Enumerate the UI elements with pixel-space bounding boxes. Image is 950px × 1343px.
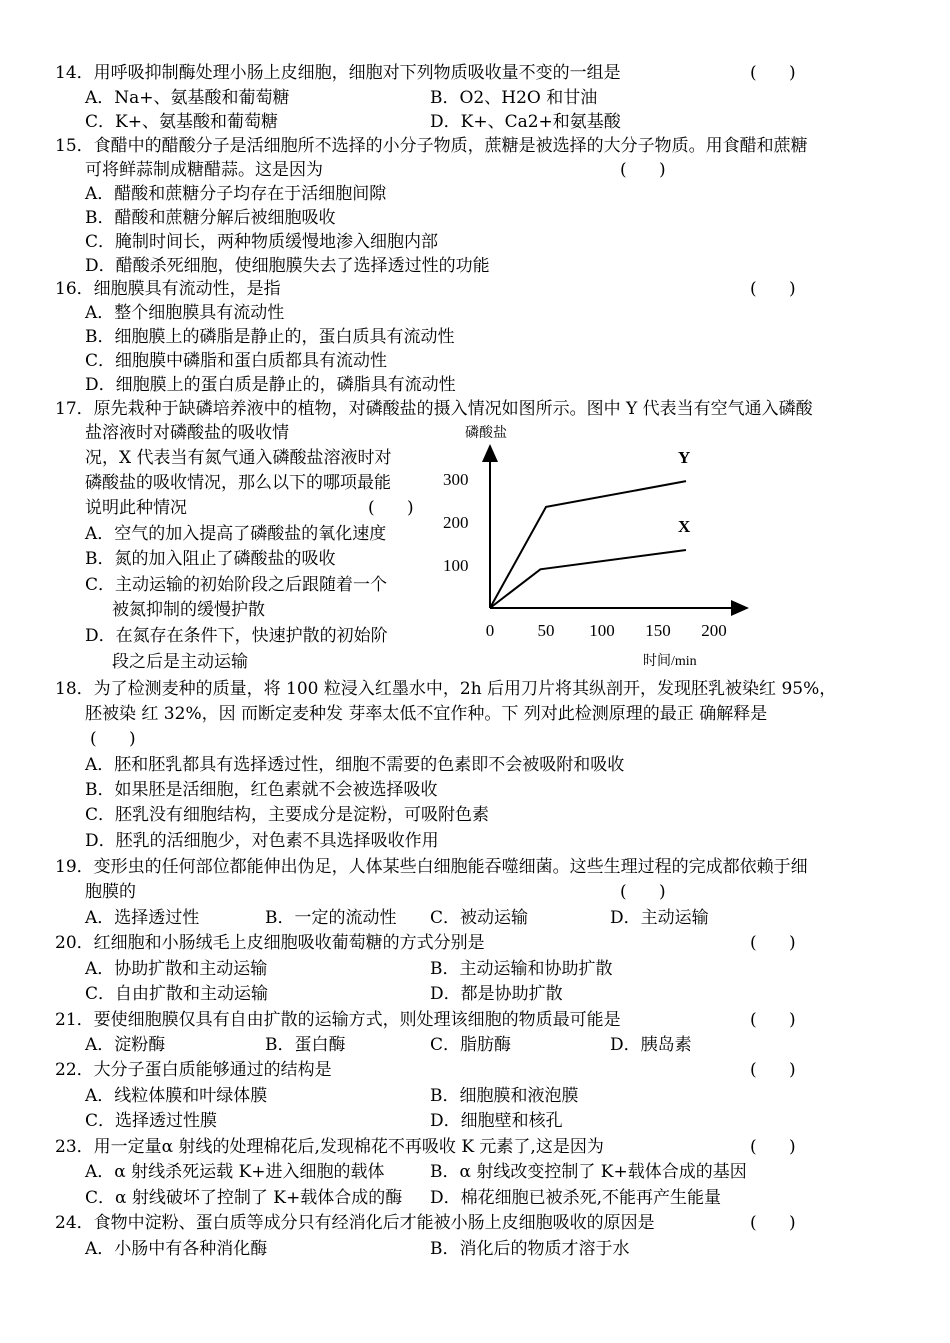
q22-stem: 22．大分子蛋白质能够通过的结构是 [55, 1060, 332, 1080]
q19-option-a: A．选择透过性 [85, 908, 200, 928]
series-label-x: X [678, 516, 691, 536]
q15-option-d: D．醋酸杀死细胞，使细胞膜失去了选择透过性的功能 [85, 256, 490, 276]
q20-option-b: B．主动运输和协助扩散 [430, 959, 613, 979]
q24-option-b: B．消化后的物质才溶于水 [430, 1239, 630, 1259]
q23-answer-blank: ( ) [750, 1137, 796, 1157]
q21-option-b: B．蛋白酶 [265, 1035, 346, 1055]
q14-answer-blank: ( ) [750, 63, 796, 83]
q21-option-c: C．脂肪酶 [430, 1035, 512, 1055]
q18-answer-blank: ( ) [90, 729, 136, 749]
q22-answer-blank: ( ) [750, 1060, 796, 1080]
q16-option-c: C．细胞膜中磷脂和蛋白质都具有流动性 [85, 351, 388, 371]
q18-option-d: D．胚乳的活细胞少，对色素不具选择吸收作用 [85, 831, 439, 851]
x-tick-label: 150 [645, 621, 671, 640]
q14-option-d: D．K+、Ca2+和氨基酸 [430, 112, 621, 132]
q20-stem: 20．红细胞和小肠绒毛上皮细胞吸收葡萄糖的方式分别是 [55, 933, 485, 953]
q17-stem-2: 盐溶液时对磷酸盐的吸收情 [85, 423, 289, 443]
q17-option-b: B．氮的加入阻止了磷酸盐的吸收 [85, 549, 336, 569]
q14-stem: 14．用呼吸抑制酶处理小肠上皮细胞，细胞对下列物质吸收量不变的一组是 [55, 63, 621, 83]
q20-option-d: D．都是协助扩散 [430, 984, 563, 1004]
q16-stem: 16．细胞膜具有流动性，是指 [55, 279, 281, 299]
q17-option-d-line1: D．在氮存在条件下，快速护散的初始阶 [85, 626, 388, 646]
q16-option-b: B．细胞膜上的磷脂是静止的，蛋白质具有流动性 [85, 327, 455, 347]
q19-answer-blank: ( ) [620, 882, 666, 902]
q19-option-d: D．主动运输 [610, 908, 709, 928]
q24-option-a: A．小肠中有各种消化酶 [85, 1239, 268, 1259]
q15-option-b: B．醋酸和蔗糖分解后被细胞吸收 [85, 208, 336, 228]
y-tick-label: 200 [443, 513, 469, 532]
q18-option-c: C．胚乳没有细胞结构，主要成分是淀粉，可吸附色素 [85, 805, 490, 825]
x-tick-label: 50 [537, 621, 555, 640]
q20-answer-blank: ( ) [750, 933, 796, 953]
q21-option-a: A．淀粉酶 [85, 1035, 166, 1055]
q15-option-c: C．腌制时间长，两种物质缓慢地渗入细胞内部 [85, 232, 439, 252]
q14-option-b: B．O2、H2O 和甘油 [430, 88, 598, 108]
q24-stem: 24．食物中淀粉、蛋白质等成分只有经消化后才能被小肠上皮细胞吸收的原因是 [55, 1213, 655, 1233]
q18-option-a: A．胚和胚乳都具有选择透过性，细胞不需要的色素即不会被吸附和吸收 [85, 755, 625, 775]
q20-option-c: C．自由扩散和主动运输 [85, 984, 269, 1004]
y-tick-label: 100 [443, 556, 469, 575]
q14-option-a: A．Na+、氨基酸和葡萄糖 [85, 88, 290, 108]
series-label-y: Y [678, 448, 691, 468]
q17-answer-blank: ( ) [368, 498, 414, 518]
q16-answer-blank: ( ) [750, 279, 796, 299]
q17-stem-3: 况，X 代表当有氮气通入磷酸盐溶液时对 [85, 448, 392, 468]
y-axis-label: 磷酸盐 [465, 426, 507, 441]
q17-stem-4: 磷酸盐的吸收情况，那么以下的哪项最能 [85, 473, 391, 493]
q23-option-c: C．α 射线破坏了控制了 K+载体合成的酶 [85, 1188, 403, 1208]
q23-stem: 23．用一定量α 射线的处理棉花后,发现棉花不再吸收 K 元素了,这是因为 [55, 1137, 604, 1157]
q19-option-c: C．被动运输 [430, 908, 529, 928]
q17-option-c-line2: 被氮抑制的缓慢护散 [112, 600, 265, 620]
series-line-x [490, 550, 686, 608]
q19-stem-1: 19．变形虫的任何部位都能伸出伪足，人体某些白细胞能吞噬细菌。这些生理过程的完成都依赖于细 [55, 857, 808, 877]
q20-option-a: A．协助扩散和主动运输 [85, 959, 268, 979]
q16-option-d: D．细胞膜上的蛋白质是静止的，磷脂具有流动性 [85, 375, 456, 395]
q21-option-d: D．胰岛素 [610, 1035, 692, 1055]
q17-stem-5: 说明此种情况 [85, 498, 187, 518]
q18-stem-1: 18．为了检测麦种的质量，将 100 粒浸入红墨水中，2h 后用刀片将其纵剖开，发现胚乳被染红 95%， [55, 679, 837, 699]
q19-option-b: B．一定的流动性 [265, 908, 397, 928]
q23-option-d: D．棉花细胞已被杀死,不能再产生能量 [430, 1188, 722, 1208]
q15-stem-2: 可将鲜蒜制成糖醋蒜。这是因为 [85, 160, 323, 180]
x-tick-label: 100 [589, 621, 615, 640]
q18-option-b: B．如果胚是活细胞，红色素就不会被选择吸收 [85, 780, 438, 800]
x-tick-label: 200 [701, 621, 727, 640]
x-axis-label: 时间/min [643, 654, 697, 669]
q22-option-c: C．选择透过性膜 [85, 1111, 218, 1131]
q15-stem-1: 15．食醋中的醋酸分子是活细胞所不选择的小分子物质，蔗糖是被选择的大分子物质。用食醋和蔗糖 [55, 136, 808, 156]
q17-option-a: A．空气的加入提高了磷酸盐的氧化速度 [85, 524, 387, 544]
x-tick-label: 0 [485, 621, 495, 640]
series-line-y [490, 481, 686, 608]
q17-stem-1: 17．原先栽种于缺磷培养液中的植物，对磷酸盐的摄入情况如图所示。图中 Y 代表当有空气通入磷酸 [55, 399, 813, 419]
q22-option-d: D．细胞壁和核孔 [430, 1111, 563, 1131]
y-tick-label: 300 [443, 470, 469, 489]
q22-option-b: B．细胞膜和液泡膜 [430, 1086, 579, 1106]
q23-option-a: A．α 射线杀死运载 K+进入细胞的载体 [85, 1162, 385, 1182]
q15-option-a: A．醋酸和蔗糖分子均存在于活细胞间隙 [85, 184, 387, 204]
q19-stem-2: 胞膜的 [85, 882, 136, 902]
phosphate-uptake-chart [435, 418, 755, 678]
q24-answer-blank: ( ) [750, 1213, 796, 1233]
q18-stem-2: 胚被染 红 32%，因 而断定麦种发 芽率太低不宜作种。下 列对此检测原理的最正 确解释是 [85, 704, 768, 724]
q17-option-c-line1: C．主动运输的初始阶段之后跟随着一个 [85, 575, 388, 595]
q22-option-a: A．线粒体膜和叶绿体膜 [85, 1086, 268, 1106]
q16-option-a: A．整个细胞膜具有流动性 [85, 303, 285, 323]
q21-answer-blank: ( ) [750, 1010, 796, 1030]
q14-option-c: C．K+、氨基酸和葡萄糖 [85, 112, 278, 132]
q23-option-b: B．α 射线改变控制了 K+载体合成的基因 [430, 1162, 747, 1182]
q17-option-d-line2: 段之后是主动运输 [112, 652, 248, 672]
q15-answer-blank: ( ) [620, 160, 666, 180]
q21-stem: 21．要使细胞膜仅具有自由扩散的运输方式，则处理该细胞的物质最可能是 [55, 1010, 621, 1030]
